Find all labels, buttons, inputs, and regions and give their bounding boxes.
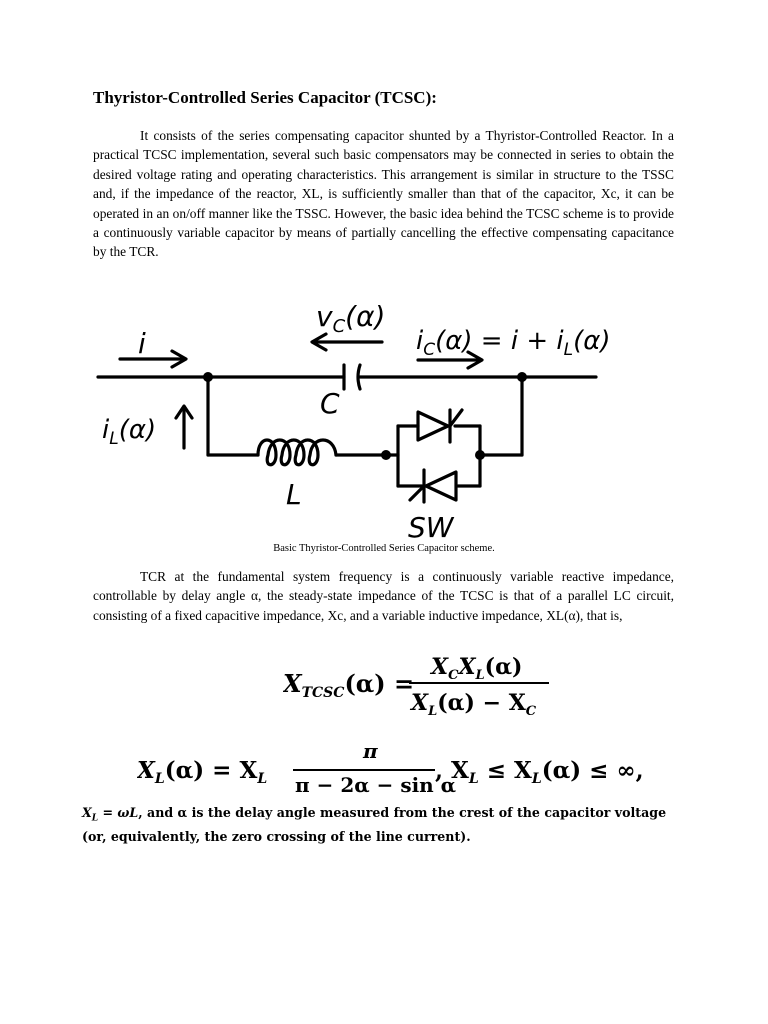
eq1-numerator: $X_CX_L(\alpha)$ bbox=[431, 654, 523, 683]
delay-angle-note bbox=[82, 804, 682, 846]
label-sw: SW bbox=[408, 511, 454, 544]
equation-xl bbox=[137, 740, 657, 800]
second-paragraph: TCR at the fundamental system frequency is a continuously variable reactive impedance, controllable by delay angle α, the steady-state impedance of the TCSC is that of a parallel LC circuit, consisting of a fixed capacitive impedance, Xc, and a variable inductive impedance, XL(α), that is, bbox=[93, 569, 674, 623]
eq1-denominator: $X_L(\alpha) - X_C$ bbox=[411, 690, 537, 719]
label-l: L bbox=[286, 478, 302, 511]
section-heading: Thyristor-Controlled Series Capacitor (TCSC): bbox=[93, 88, 437, 107]
label-c: C bbox=[320, 387, 340, 420]
label-il: $i_L(\alpha)$ bbox=[102, 415, 157, 449]
eq2-numerator: π bbox=[363, 740, 378, 763]
equation-xtcsc bbox=[283, 652, 553, 722]
label-i: i bbox=[138, 327, 146, 360]
thyristor-top bbox=[418, 412, 448, 440]
label-ic: $i_C(\alpha) = i + i_L(\alpha)$ bbox=[416, 326, 611, 360]
junction-right bbox=[517, 372, 527, 382]
eq1-lhs: $X_{TCSC}(\alpha)$ = bbox=[283, 669, 415, 701]
eq2-lhs: $X_L(\alpha) = X_L$ bbox=[137, 757, 268, 787]
junction-sw-left bbox=[381, 450, 391, 460]
thyristor-bottom-gate bbox=[410, 486, 424, 500]
thyristor-bottom bbox=[426, 472, 456, 500]
note-x-sub: L bbox=[91, 813, 99, 824]
figure-caption: Basic Thyristor-Controlled Series Capacitor scheme. bbox=[273, 543, 495, 554]
thyristor-top-gate bbox=[450, 410, 462, 426]
label-vc: $v_C(\alpha)$ bbox=[316, 300, 386, 337]
junction-left bbox=[203, 372, 213, 382]
inductor-coil bbox=[258, 440, 336, 465]
tcsc-circuit-diagram bbox=[90, 290, 650, 545]
eq2-condition: , $X_L \le X_L(\alpha)$ ≤ ∞, bbox=[435, 757, 644, 787]
note-eq: = ωL bbox=[98, 805, 139, 820]
intro-paragraph: It consists of the series compensating capacitor shunted by a Thyristor-Controlled Reactor. In a practical TCSC implementation, several such basic compensators may be connected in series to obtain the desired voltage rating and operating characteristics. This arrangement is similar in structure to the TSSC and, if the impedance of the reactor, XL, is sufficiently smaller than that of the capacitor, Xc, it can be operated in an on/off manner like the TSSC. However, the basic idea behind the TCSC scheme is to provide a continuously variable capacitor by means of partially cancelling the effective compensating capacitance by the TCR. bbox=[93, 128, 674, 260]
note-rest: , and α is the delay angle measured from the crest of the capacitor voltage (or, equivalently, the zero crossing of the line current). bbox=[82, 805, 667, 845]
note-x: X bbox=[82, 805, 92, 820]
junction-sw-right bbox=[475, 450, 485, 460]
eq2-denominator: π − 2α − sin α bbox=[295, 773, 457, 797]
